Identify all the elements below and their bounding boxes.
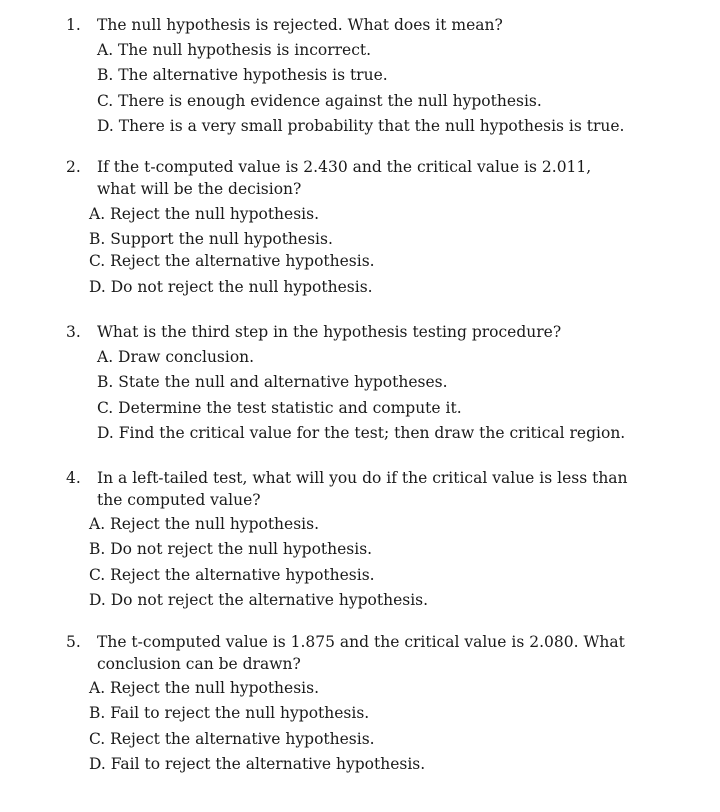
- option-c: C. There is enough evidence against the null hypothesis.: [97, 92, 542, 110]
- option-b: B. Fail to reject the null hypothesis.: [89, 704, 370, 722]
- question-line: The t-computed value is 1.875 and the critical value is 2.080. What: [97, 633, 625, 651]
- option-b: B. Support the null hypothesis.: [89, 230, 333, 248]
- question-line: what will be the decision?: [97, 180, 302, 198]
- option-d: D. Do not reject the alternative hypothesis.: [89, 591, 429, 609]
- question-line: The null hypothesis is rejected. What does it mean?: [97, 16, 503, 34]
- question-text: [97, 14, 637, 36]
- option-a: A. Draw conclusion.: [97, 348, 255, 366]
- option-d: D. There is a very small probability that the null hypothesis is true.: [97, 117, 625, 135]
- option-b: B. Do not reject the null hypothesis.: [89, 540, 373, 558]
- question-number: 4.: [66, 469, 81, 487]
- option-d: D. Find the critical value for the test; then draw the critical region.: [97, 424, 626, 442]
- question-line: the computed value?: [97, 491, 261, 509]
- option-c: C. Reject the alternative hypothesis.: [89, 730, 375, 748]
- question-line: conclusion can be drawn?: [97, 655, 301, 673]
- question-number: 3.: [66, 323, 81, 341]
- option-c: C. Determine the test statistic and compute it.: [97, 399, 462, 417]
- option-c: C. Reject the alternative hypothesis.: [89, 566, 375, 584]
- option-a: A. Reject the null hypothesis.: [89, 515, 319, 533]
- question-text: [97, 321, 637, 343]
- question-line: If the t-computed value is 2.430 and the critical value is 2.011,: [97, 158, 592, 176]
- option-a: A. Reject the null hypothesis.: [89, 679, 319, 697]
- question-line: What is the third step in the hypothesis testing procedure?: [97, 323, 562, 341]
- option-b: B. The alternative hypothesis is true.: [97, 66, 388, 84]
- question-line: In a left-tailed test, what will you do if the critical value is less than: [97, 469, 628, 487]
- option-d: D. Fail to reject the alternative hypothesis.: [89, 755, 426, 773]
- question-number: 5.: [66, 633, 81, 651]
- question-text: [97, 631, 637, 675]
- option-d: D. Do not reject the null hypothesis.: [89, 278, 373, 296]
- question-number: 2.: [66, 158, 81, 176]
- question-text: [97, 156, 637, 200]
- option-c: C. Reject the alternative hypothesis.: [89, 252, 375, 270]
- question-number: 1.: [66, 16, 81, 34]
- question-text: [97, 467, 637, 511]
- option-a: A. Reject the null hypothesis.: [89, 205, 319, 223]
- option-b: B. State the null and alternative hypotheses.: [97, 373, 448, 391]
- option-a: A. The null hypothesis is incorrect.: [97, 41, 372, 59]
